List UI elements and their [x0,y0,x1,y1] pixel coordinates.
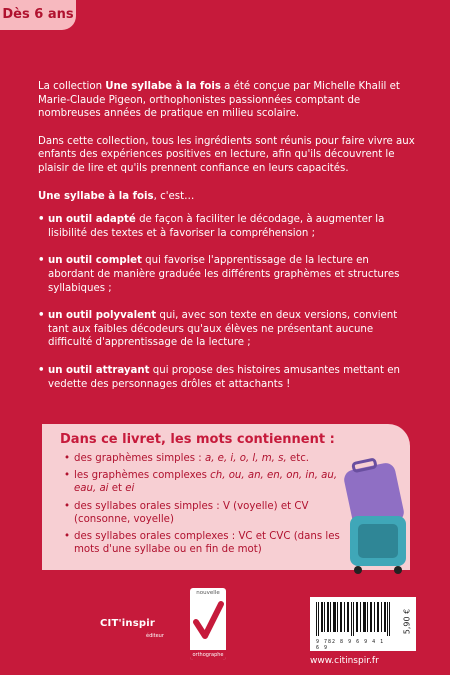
panel-text: et [108,483,126,495]
feature-key: un outil attrayant [48,364,150,376]
panel-item [64,469,354,495]
intro-paragraph-3 [38,190,418,204]
age-tab: Dès 6 ans [0,0,76,30]
price: 5,90 € [402,608,412,635]
feature-list [38,213,418,391]
feature-item [38,254,418,295]
intro-text: a été conçue par Michelle Khalil et Marie-Claude Pigeon, orthophonistes passionnées comptant de nombreuses années de pratique en milieu scolaire. [38,81,400,120]
feature-text: qui favorise l'apprentissage de la lecture en abordant de manière graduée les différents graphèmes et structures syllabiques ; [48,255,400,294]
panel-italic: ch, ou, an, en, on, in, au, eau, ai [74,470,338,495]
feature-item [38,309,418,350]
feature-text: de façon à faciliter le décodage, à augmenter la lisibilité des textes et à favoriser la compréhension ; [48,214,385,239]
panel-title: Dans ce livret, les mots contiennent : [60,432,335,447]
website-url[interactable]: www.citinspir.fr [310,656,379,666]
intro-text: , c'est… [153,190,195,202]
panel-item [64,530,354,556]
intro-paragraph-1 [38,80,418,121]
feature-key: un outil polyvalent [48,310,157,322]
panel-text: des syllabes orales complexes : VC et CVC (dans les mots d'une syllabe ou en fin de mot) [74,531,340,556]
feature-text: qui, avec son texte en deux versions, convient tant aux faibles décodeurs qu'aux élèves ne présentant aucune difficulté d'apprentissage de la lecture ; [48,310,398,349]
panel-italic: ei [125,483,135,495]
panel-text: des syllabes orales simples : V (voyelle) et CV (consonne, voyelle) [74,500,309,525]
intro-paragraph-2: Dans cette collection, tous les ingrédients sont réunis pour faire vivre aux enfants des expériences positives en lecture, afin qu'ils découvrent le plaisir de lire et qu'ils prennent confiance en leurs capacités. [38,135,415,174]
panel-text: les graphèmes complexes [74,470,211,482]
feature-item [38,364,418,391]
feature-item [38,213,418,240]
barcode-box [310,597,416,651]
panel-text: etc. [286,453,310,464]
feature-key: un outil adapté [48,214,136,226]
panel-text: des graphèmes simples : [74,453,205,464]
collection-name: Une syllabe à la fois [38,190,154,202]
barcode-icon [316,602,390,636]
panel-italic: a, e, i, o, l, m, s, [204,453,287,464]
feature-key: un outil complet [48,255,142,267]
panel-item [64,452,354,465]
panel-item [64,500,354,526]
intro-text: La collection [38,81,106,92]
badge-top-text: nouvelle [196,590,220,596]
panel-list [64,452,354,560]
publisher-logo: CIT'inspir [100,618,155,629]
feature-text: qui propose des histoires amusantes mettant en vedette des personnages drôles et attachants ! [48,364,400,390]
badge-bottom-text: orthographe [190,650,226,660]
collection-name: Une syllabe à la fois [105,81,221,92]
description [38,80,418,405]
barcode-number: 9 782 8 9 6 9 4 1 6 9 [316,639,385,651]
publisher-sub: éditeur [146,633,164,639]
orthographe-badge [190,588,226,660]
suitcase-illustration [340,458,420,578]
